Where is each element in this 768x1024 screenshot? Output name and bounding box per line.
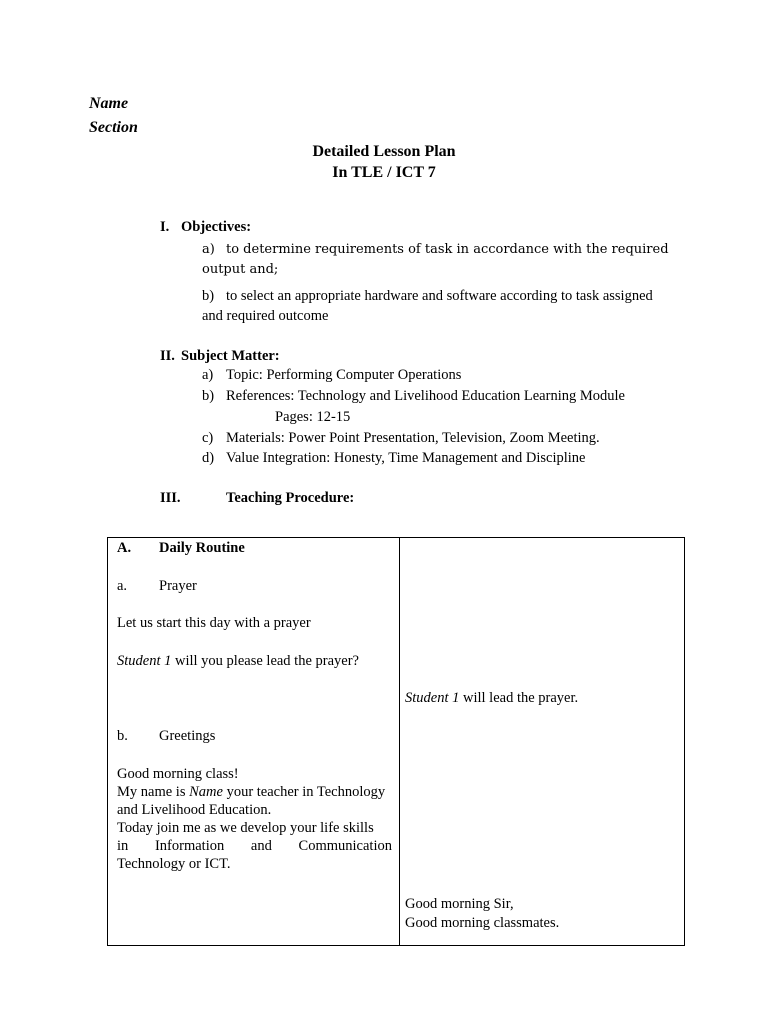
greetings-marker: b. [117, 728, 128, 744]
subject-item-marker: a) [202, 367, 214, 383]
objective-a-marker: a) [202, 242, 215, 257]
section-title: Daily Routine [159, 540, 245, 556]
subject-item-value-integration: Value Integration: Honesty, Time Management and Discipline [226, 450, 586, 466]
prayer-marker: a. [117, 578, 128, 594]
subject-item-marker: b) [202, 388, 215, 404]
procedure-numeral: III. [160, 490, 181, 506]
greeting-line: Technology or ICT. [117, 856, 231, 872]
student-name: Student 1 [405, 690, 460, 706]
subject-matter-numeral: II. [160, 348, 175, 364]
teacher-name: Name [189, 784, 223, 800]
name-label: Name [89, 95, 129, 112]
greeting-line: and Livelihood Education. [117, 802, 272, 818]
prayer-label: Prayer [159, 578, 197, 594]
subject-item-references: References: Technology and Livelihood Education Learning Module [226, 388, 625, 404]
subject-matter-heading: Subject Matter: [181, 348, 280, 364]
objective-b-marker: b) [202, 288, 215, 304]
greeting-line: My name is Name your teacher in Technology [117, 784, 386, 800]
subject-item-materials: Materials: Power Point Presentation, Television, Zoom Meeting. [226, 430, 600, 446]
objective-a-line2: output and; [202, 262, 279, 277]
document-subtitle: In TLE / ICT 7 [332, 164, 436, 181]
objective-a-line1: to determine requirements of task in accordance with the required [226, 242, 669, 257]
subject-item-marker: c) [202, 430, 214, 446]
section-label: Section [89, 119, 138, 136]
subject-item-pages: Pages: 12-15 [275, 409, 351, 425]
greeting-line: Good morning class! [117, 766, 239, 782]
objectives-numeral: I. [160, 219, 170, 235]
greeting-response: Good morning classmates. [405, 915, 560, 931]
objectives-heading: Objectives: [181, 219, 252, 235]
subject-item-topic: Topic: Performing Computer Operations [226, 367, 462, 383]
greetings-label: Greetings [159, 728, 216, 744]
prayer-request: Student 1 will you please lead the prayer? [117, 653, 359, 669]
greeting-line-justified: in Information and Communication [117, 838, 392, 854]
section-marker: A. [117, 540, 132, 556]
objective-b-line2: and required outcome [202, 308, 329, 324]
greeting-response: Good morning Sir, [405, 896, 514, 912]
objective-b-line1: to select an appropriate hardware and software according to task assigned [226, 288, 653, 304]
student-name: Student 1 [117, 653, 172, 669]
document-title: Detailed Lesson Plan [312, 143, 456, 160]
greeting-line: Today join me as we develop your life skills [117, 820, 374, 836]
subject-item-marker: d) [202, 450, 215, 466]
table-column-divider [399, 537, 400, 946]
prayer-response: Student 1 will lead the prayer. [405, 690, 579, 706]
prayer-intro: Let us start this day with a prayer [117, 615, 311, 631]
procedure-heading: Teaching Procedure: [226, 490, 355, 506]
